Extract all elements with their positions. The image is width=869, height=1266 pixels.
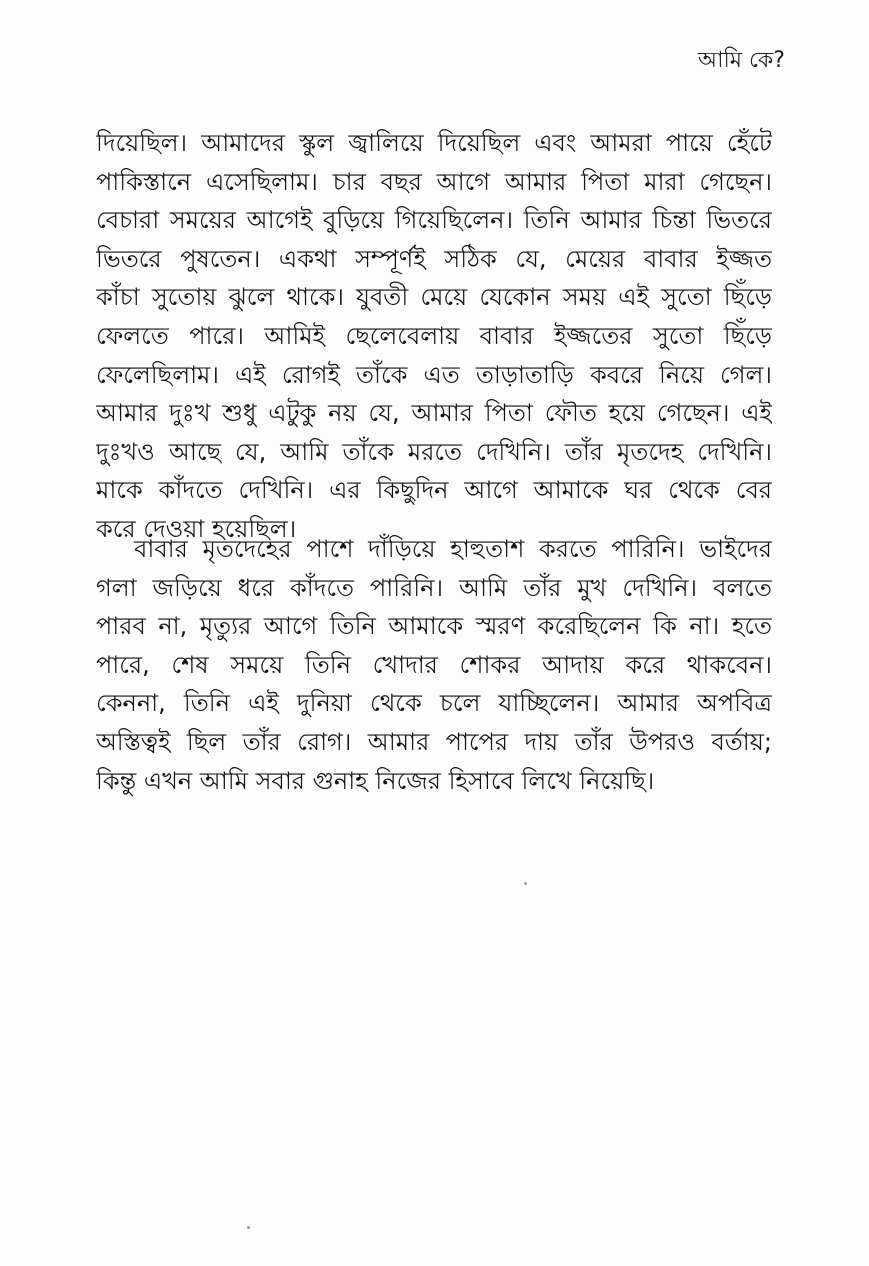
paper-speck [524, 882, 527, 885]
text-line: ফেলতে পারে। আমিই ছেলেবেলায় বাবার ইজ্জতের সুতো ছিঁড়ে [96, 321, 772, 350]
text-line: পাকিস্তানে এসেছিলাম। চার বছর আগে আমার পিতা মারা গেছেন। [96, 167, 772, 196]
text-line: মাকে কাঁদতে দেখিনি। এর কিছুদিন আগে আমাকে ঘর থেকে বের [96, 476, 772, 505]
paragraph [96, 530, 772, 800]
text-line: কেননা, তিনি এই দুনিয়া থেকে চলে যাচ্ছিলেন। আমার অপবিত্র [96, 689, 772, 718]
text-line: ফেলেছিলাম। এই রোগই তাঁকে এত তাড়াতাড়ি কবরে নিয়ে গেল। [96, 360, 772, 389]
text-line: বেচারা সময়ের আগেই বুড়িয়ে গিয়েছিলেন। তিনি আমার চিন্তা ভিতরে [96, 206, 772, 235]
text-line: পারে, শেষ সময়ে তিনি খোদার শোকর আদায় করে থাকবেন। [96, 650, 772, 679]
running-head-title: আমি কে? [697, 48, 785, 73]
text-line: দুঃখও আছে যে, আমি তাঁকে মরতে দেখিনি। তাঁর মৃতদেহ দেখিনি। [96, 437, 772, 466]
text-line: আমার দুঃখ শুধু এটুকু নয় যে, আমার পিতা ফৌত হয়ে গেছেন। এই [96, 399, 772, 428]
text-line: পারব না, মৃত্যুর আগে তিনি আমাকে স্মরণ করেছিলেন কি না। হতে [96, 612, 772, 641]
paper-speck [247, 1226, 250, 1229]
text-line: করে দেওয়া হয়েছিল। [96, 514, 297, 543]
text-line: গলা জড়িয়ে ধরে কাঁদতে পারিনি। আমি তাঁর মুখ দেখিনি। বলতে [96, 573, 772, 602]
text-line: কিন্তু এখন আমি সবার গুনাহ নিজের হিসাবে লিখে নিয়েছি। [96, 766, 655, 795]
text-line: বাবার মৃতদেহের পাশে দাঁড়িয়ে হাহুতাশ করতে পারিনি। ভাইদের [134, 535, 772, 563]
text-line: দিয়েছিল। আমাদের স্কুল জ্বালিয়ে দিয়েছিল এবং আমরা পায়ে হেঁটে [96, 129, 772, 157]
text-line: কাঁচা সুতোয় ঝুলে থাকে। যুবতী মেয়ে যেকোন সময় এই সুতো ছিঁড়ে [96, 283, 772, 312]
text-line: অস্তিত্বই ছিল তাঁর রোগ। আমার পাপের দায় তাঁর উপরও বর্তায়; [96, 727, 772, 756]
text-line: ভিতরে পুষতেন। একথা সম্পূর্ণই সঠিক যে, মেয়ের বাবার ইজ্জত [96, 244, 772, 273]
paragraph [96, 124, 772, 549]
